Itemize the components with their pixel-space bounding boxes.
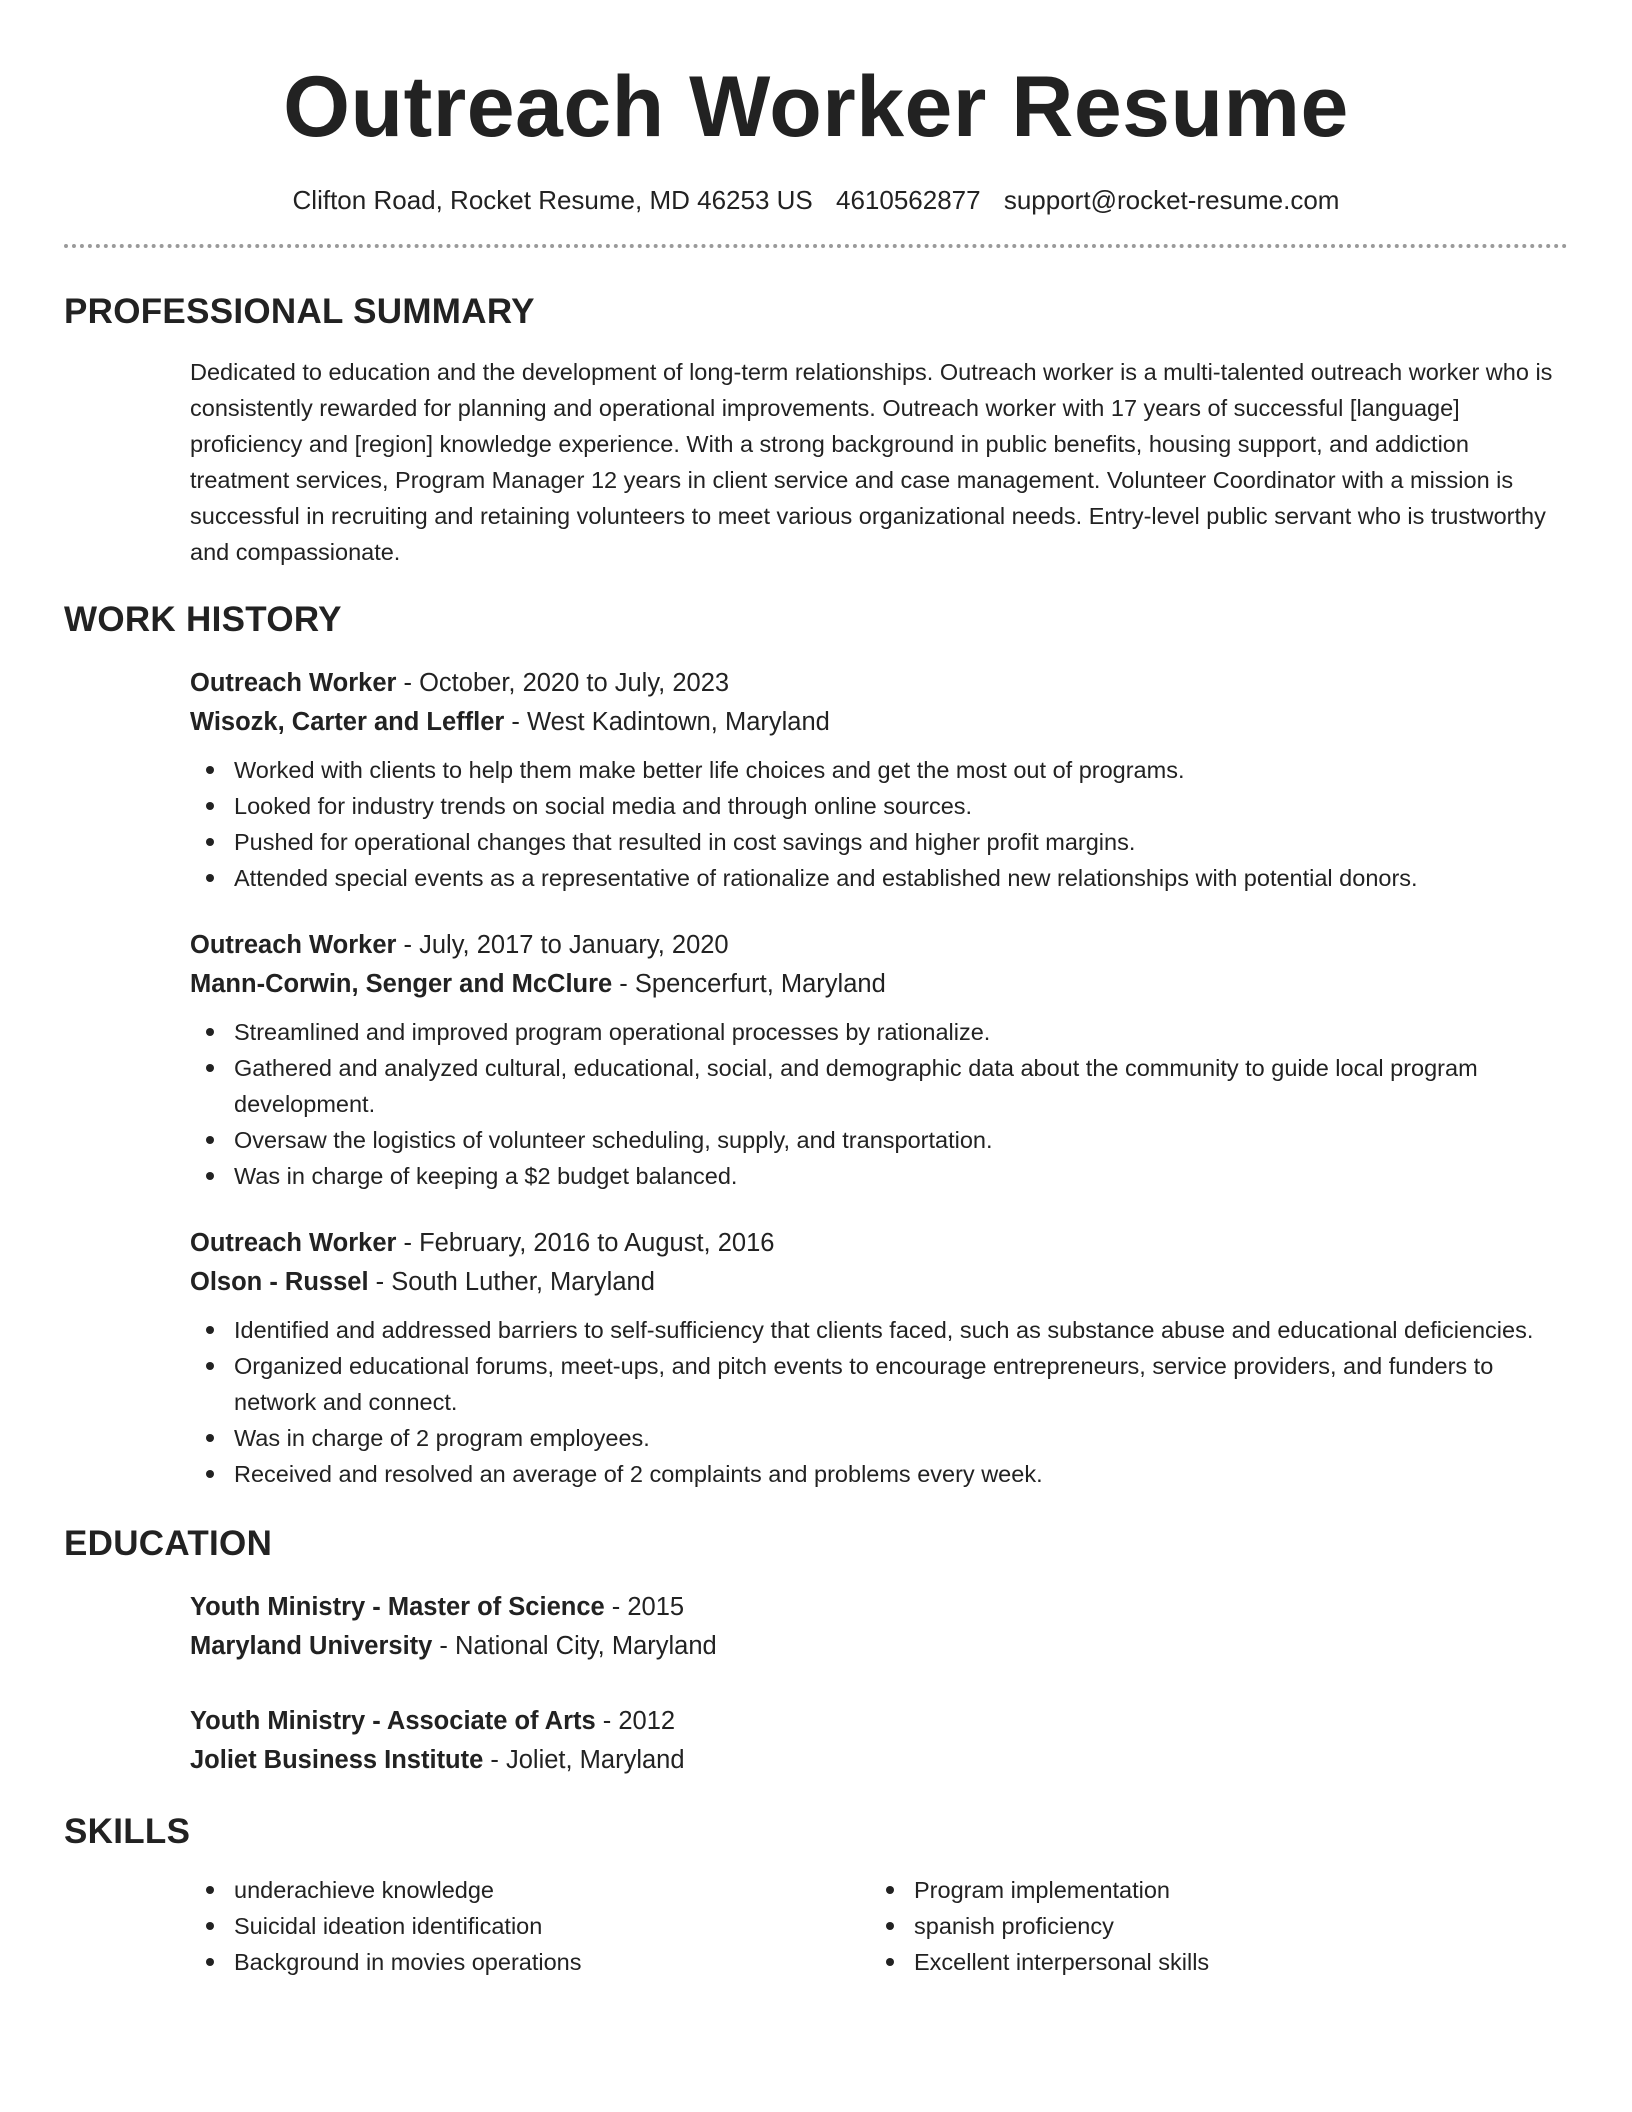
job-location: - South Luther, Maryland xyxy=(368,1268,655,1296)
job-dates: - July, 2017 to January, 2020 xyxy=(396,931,729,959)
job-bullets xyxy=(190,752,1568,896)
summary-body xyxy=(64,354,1568,570)
skill-item: Excellent interpersonal skills xyxy=(870,1944,1550,1980)
job-title-line xyxy=(190,926,1568,965)
list-item: Organized educational forums, meet-ups, and pitch events to encourage entrepreneurs, service providers, and funders to network and connect. xyxy=(190,1348,1568,1420)
job-company: Wisozk, Carter and Leffler xyxy=(190,708,505,736)
skills-heading: SKILLS xyxy=(64,1812,191,1851)
job-bullets xyxy=(190,1312,1568,1492)
list-item: Attended special events as a representative of rationalize and established new relationships with potential donors. xyxy=(190,860,1568,896)
education-degree-line xyxy=(190,1702,1568,1741)
list-item: Pushed for operational changes that resulted in cost savings and higher profit margins. xyxy=(190,824,1568,860)
list-item: Worked with clients to help them make better life choices and get the most out of programs. xyxy=(190,752,1568,788)
job-role: Outreach Worker xyxy=(190,1229,397,1257)
job-company: Mann-Corwin, Senger and McClure xyxy=(190,970,613,998)
skill-item: underachieve knowledge xyxy=(190,1872,870,1908)
work-history-body xyxy=(64,664,1568,1492)
education-school: Joliet Business Institute xyxy=(190,1746,484,1774)
education-entry xyxy=(190,1702,1568,1780)
contact-address: Clifton Road, Rocket Resume, MD 46253 US xyxy=(292,185,813,215)
education-school-line xyxy=(190,1627,1568,1666)
education-school: Maryland University xyxy=(190,1632,433,1660)
job-title-line xyxy=(190,1224,1568,1263)
skills-list-left xyxy=(190,1872,870,1980)
list-item: Looked for industry trends on social media and through online sources. xyxy=(190,788,1568,824)
education-year: - 2015 xyxy=(604,1593,685,1621)
education-school-line xyxy=(190,1741,1568,1780)
list-item: Was in charge of 2 program employees. xyxy=(190,1420,1568,1456)
summary-section xyxy=(64,290,1568,570)
education-degree-line xyxy=(190,1588,1568,1627)
skills-grid xyxy=(190,1872,1568,1980)
header-divider xyxy=(64,244,1568,248)
skill-item: Suicidal ideation identification xyxy=(190,1908,870,1944)
resume-header xyxy=(64,0,1568,248)
job-title-line xyxy=(190,664,1568,703)
education-section xyxy=(64,1522,1568,1780)
job-bullets xyxy=(190,1014,1568,1194)
job-entry xyxy=(190,1224,1568,1492)
job-location: - Spencerfurt, Maryland xyxy=(612,970,886,998)
job-role: Outreach Worker xyxy=(190,669,397,697)
work-history-section xyxy=(64,598,1568,1492)
list-item: Received and resolved an average of 2 complaints and problems every week. xyxy=(190,1456,1568,1492)
job-company-line xyxy=(190,703,1568,742)
job-company-line xyxy=(190,965,1568,1004)
list-item: Oversaw the logistics of volunteer scheduling, supply, and transportation. xyxy=(190,1122,1568,1158)
job-entry xyxy=(190,664,1568,896)
education-degree: Youth Ministry - Associate of Arts xyxy=(190,1707,596,1735)
skill-item: spanish proficiency xyxy=(870,1908,1550,1944)
education-location: - National City, Maryland xyxy=(432,1632,717,1660)
job-company: Olson - Russel xyxy=(190,1268,369,1296)
contact-email: support@rocket-resume.com xyxy=(1003,185,1340,215)
resume-title: Outreach Worker Resume xyxy=(283,59,1349,155)
contact-phone: 4610562877 xyxy=(836,185,981,215)
education-degree: Youth Ministry - Master of Science xyxy=(190,1593,605,1621)
contact-line xyxy=(64,182,1568,218)
job-entry xyxy=(190,926,1568,1194)
list-item: Gathered and analyzed cultural, educational, social, and demographic data about the community to guide local program development. xyxy=(190,1050,1568,1122)
education-entry xyxy=(190,1588,1568,1666)
job-dates: - October, 2020 to July, 2023 xyxy=(396,669,730,697)
skills-body xyxy=(64,1872,1568,1980)
education-location: - Joliet, Maryland xyxy=(483,1746,685,1774)
list-item: Identified and addressed barriers to self-sufficiency that clients faced, such as substance abuse and educational deficiencies. xyxy=(190,1312,1568,1348)
education-body xyxy=(64,1588,1568,1780)
skill-item: Background in movies operations xyxy=(190,1944,870,1980)
summary-text: Dedicated to education and the development of long-term relationships. Outreach worker is a multi-talented outreach worker who is consistently rewarded for planning and operational improvements. Outreach worker with 17 years of successful [language] proficiency and [region] knowledge experience. With a strong background in public benefits, housing support, and addiction treatment services, Program Manager 12 years in client service and case management. Volunteer Coordinator with a mission is successful in recruiting and retaining volunteers to meet various organizational needs. Entry-level public servant who is trustworthy and compassionate. xyxy=(190,359,1553,565)
skill-item: Program implementation xyxy=(870,1872,1550,1908)
skills-section xyxy=(64,1810,1568,1980)
job-company-line xyxy=(190,1263,1568,1302)
job-location: - West Kadintown, Maryland xyxy=(504,708,830,736)
skills-list-right xyxy=(870,1872,1550,1980)
work-history-heading: WORK HISTORY xyxy=(64,600,342,639)
summary-heading: PROFESSIONAL SUMMARY xyxy=(64,292,535,331)
job-role: Outreach Worker xyxy=(190,931,397,959)
job-dates: - February, 2016 to August, 2016 xyxy=(396,1229,775,1257)
list-item: Streamlined and improved program operational processes by rationalize. xyxy=(190,1014,1568,1050)
education-heading: EDUCATION xyxy=(64,1524,273,1563)
list-item: Was in charge of keeping a $2 budget balanced. xyxy=(190,1158,1568,1194)
education-year: - 2012 xyxy=(595,1707,676,1735)
